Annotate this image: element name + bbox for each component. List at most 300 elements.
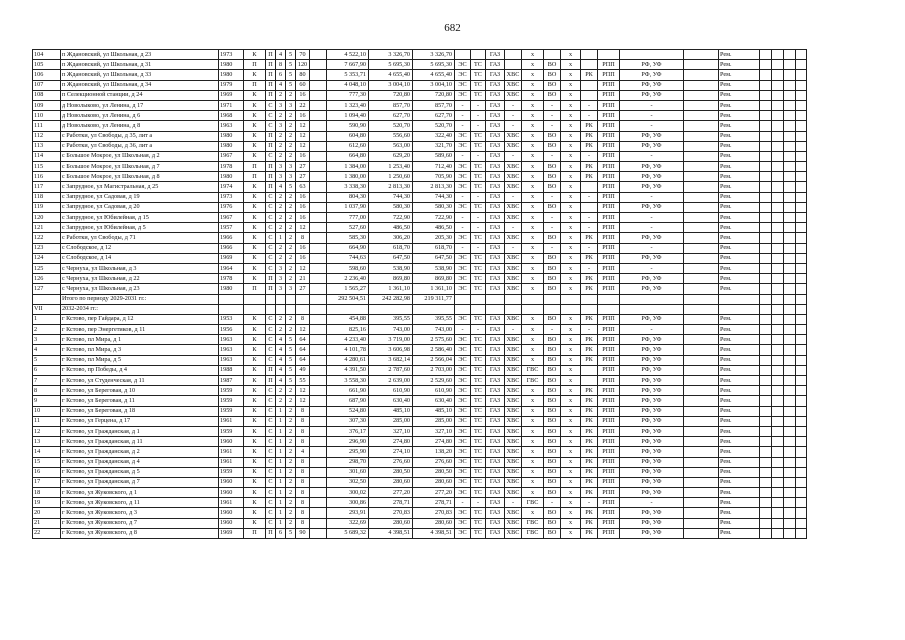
table-cell: ЭС: [455, 131, 471, 141]
table-cell: К: [244, 314, 266, 324]
table-cell: Рем.: [719, 223, 760, 233]
table-cell: 2: [276, 213, 286, 223]
table-cell: 107: [33, 80, 61, 90]
table-cell: -: [455, 243, 471, 253]
table-cell: х: [522, 426, 544, 436]
table-cell: 687,90: [327, 396, 369, 406]
table-cell: 2: [286, 202, 296, 212]
table-cell: С: [266, 508, 276, 518]
table-row: [33, 426, 807, 436]
table-cell: [581, 304, 598, 314]
table-cell: РК: [581, 141, 598, 151]
table-cell: 720,80: [369, 90, 413, 100]
table-cell: РФ, УФ: [620, 477, 684, 487]
table-cell: 5: [286, 182, 296, 192]
table-cell: ГВС: [522, 376, 544, 386]
table-cell: х: [522, 90, 544, 100]
table-cell: РФ, УФ: [620, 182, 684, 192]
table-cell: 630,40: [369, 396, 413, 406]
table-cell: 104: [33, 50, 61, 60]
table-cell: ЭС: [455, 80, 471, 90]
table-cell: [784, 304, 796, 314]
table-cell: РФ, УФ: [620, 437, 684, 447]
table-cell: [620, 50, 684, 60]
table-cell: 8: [296, 233, 310, 243]
table-cell: ВО: [544, 345, 561, 355]
table-cell: [796, 182, 807, 192]
table-cell: г Кстово, ул Гражданская, д 2: [61, 447, 219, 457]
table-cell: [760, 213, 772, 223]
table-cell: [310, 202, 327, 212]
table-cell: РФ, УФ: [620, 90, 684, 100]
table-cell: 1: [276, 447, 286, 457]
table-cell: -: [544, 243, 561, 253]
table-cell: 298,70: [327, 457, 369, 467]
table-cell: г Кстово, пл Мира, д 5: [61, 355, 219, 365]
table-cell: 285,00: [369, 416, 413, 426]
table-cell: [772, 518, 784, 528]
table-row: [33, 467, 807, 477]
table-cell: [544, 304, 561, 314]
table-cell: [581, 80, 598, 90]
table-cell: 580,30: [369, 202, 413, 212]
table-cell: 1963: [219, 345, 244, 355]
table-cell: ТС: [471, 202, 486, 212]
table-cell: РПП: [598, 335, 620, 345]
table-cell: ХВС: [505, 477, 522, 487]
table-cell: х: [522, 100, 544, 110]
table-cell: ГАЗ: [486, 253, 505, 263]
table-cell: х: [522, 386, 544, 396]
table-cell: с Большое Мокрое, ул Школьная, д 2: [61, 151, 219, 161]
table-cell: РПП: [598, 396, 620, 406]
table-cell: 395,55: [413, 314, 455, 324]
table-cell: г Кстово, ул Гражданская, д 11: [61, 437, 219, 447]
table-cell: х: [522, 284, 544, 294]
table-cell: 6: [276, 70, 286, 80]
table-cell: 1961: [219, 498, 244, 508]
table-cell: [796, 528, 807, 538]
table-row: [33, 243, 807, 253]
table-cell: К: [244, 457, 266, 467]
table-cell: С: [266, 488, 276, 498]
table-cell: 280,60: [413, 518, 455, 528]
table-cell: 647,50: [369, 253, 413, 263]
table-cell: 618,70: [369, 243, 413, 253]
table-cell: х: [561, 457, 581, 467]
table-cell: С: [266, 263, 276, 273]
table-cell: [760, 80, 772, 90]
table-cell: ХВС: [505, 80, 522, 90]
table-cell: ЭС: [455, 355, 471, 365]
table-row: [33, 50, 807, 60]
table-cell: г Кстово, ул Гражданская, д 1: [61, 426, 219, 436]
table-cell: 610,90: [369, 386, 413, 396]
table-cell: [413, 304, 455, 314]
table-cell: х: [522, 467, 544, 477]
table-cell: [784, 274, 796, 284]
table-cell: 664,90: [327, 243, 369, 253]
table-cell: [784, 314, 796, 324]
table-cell: [760, 304, 772, 314]
table-cell: 485,10: [369, 406, 413, 416]
table-cell: [684, 131, 719, 141]
table-cell: ГАЗ: [486, 172, 505, 182]
table-cell: [760, 437, 772, 447]
table-cell: РПП: [598, 477, 620, 487]
table-cell: ЭС: [455, 182, 471, 192]
table-cell: ЭС: [455, 60, 471, 70]
table-cell: Рем.: [719, 274, 760, 284]
table-cell: 1: [276, 518, 286, 528]
table-cell: х: [561, 416, 581, 426]
table-cell: 2: [286, 488, 296, 498]
table-cell: х: [561, 508, 581, 518]
table-cell: 8: [296, 508, 310, 518]
table-cell: ХВС: [505, 416, 522, 426]
table-cell: К: [244, 508, 266, 518]
table-cell: [772, 243, 784, 253]
table-cell: П: [266, 284, 276, 294]
table-cell: ТС: [471, 90, 486, 100]
table-row: [33, 437, 807, 447]
table-cell: ВО: [544, 508, 561, 518]
table-cell: ЭС: [455, 172, 471, 182]
table-row: [33, 416, 807, 426]
table-cell: [784, 100, 796, 110]
table-cell: [719, 294, 760, 304]
table-cell: [772, 253, 784, 263]
table-cell: РФ, УФ: [620, 376, 684, 386]
table-cell: К: [244, 70, 266, 80]
table-cell: 17: [33, 477, 61, 487]
table-cell: 743,00: [369, 325, 413, 335]
table-cell: [784, 121, 796, 131]
table-cell: ГАЗ: [486, 518, 505, 528]
table-cell: [772, 416, 784, 426]
table-cell: [796, 457, 807, 467]
table-cell: 2: [276, 325, 286, 335]
table-cell: ЭС: [455, 345, 471, 355]
table-cell: ХВС: [505, 457, 522, 467]
table-cell: РФ, УФ: [620, 467, 684, 477]
table-cell: х: [561, 263, 581, 273]
table-cell: [244, 304, 266, 314]
table-cell: [772, 508, 784, 518]
table-cell: [772, 314, 784, 324]
table-cell: с Запрудное, ул Магистральная, д 25: [61, 182, 219, 192]
table-cell: Рем.: [719, 437, 760, 447]
table-cell: 1973: [219, 192, 244, 202]
table-cell: ЭС: [455, 253, 471, 263]
table-cell: ХВС: [505, 182, 522, 192]
table-cell: ХВС: [505, 376, 522, 386]
table-cell: [684, 172, 719, 182]
table-cell: ЭС: [455, 335, 471, 345]
table-cell: С: [266, 396, 276, 406]
table-cell: х: [522, 253, 544, 263]
table-cell: РФ, УФ: [620, 253, 684, 263]
table-cell: [684, 355, 719, 365]
table-cell: П: [266, 528, 276, 538]
table-cell: К: [244, 325, 266, 335]
table-cell: РПП: [598, 151, 620, 161]
table-cell: 5 689,32: [327, 528, 369, 538]
table-cell: РПП: [598, 274, 620, 284]
table-cell: [598, 294, 620, 304]
table-cell: 1988: [219, 365, 244, 375]
table-cell: [784, 518, 796, 528]
table-cell: К: [244, 141, 266, 151]
table-cell: ВО: [544, 457, 561, 467]
table-cell: 1: [276, 457, 286, 467]
table-cell: [684, 233, 719, 243]
table-cell: ТС: [471, 274, 486, 284]
table-cell: РПП: [598, 416, 620, 426]
table-cell: РПП: [598, 213, 620, 223]
table-cell: х: [522, 223, 544, 233]
table-cell: ХВС: [505, 345, 522, 355]
table-row: [33, 202, 807, 212]
table-cell: -: [471, 111, 486, 121]
table-cell: РФ, УФ: [620, 457, 684, 467]
table-cell: Рем.: [719, 50, 760, 60]
table-cell: х: [522, 457, 544, 467]
table-cell: ТС: [471, 284, 486, 294]
table-cell: 2 787,60: [369, 365, 413, 375]
table-cell: Рем.: [719, 467, 760, 477]
table-cell: [684, 182, 719, 192]
table-cell: ГВС: [522, 518, 544, 528]
table-cell: Рем.: [719, 131, 760, 141]
table-cell: 2 575,60: [413, 335, 455, 345]
table-cell: -: [505, 498, 522, 508]
table-cell: [796, 416, 807, 426]
table-cell: [310, 325, 327, 335]
table-cell: х: [561, 365, 581, 375]
table-cell: [310, 437, 327, 447]
table-cell: К: [244, 488, 266, 498]
table-cell: ТС: [471, 528, 486, 538]
table-cell: ХВС: [505, 253, 522, 263]
table-cell: х: [561, 100, 581, 110]
table-cell: [784, 141, 796, 151]
table-cell: -: [505, 243, 522, 253]
table-cell: 2: [286, 406, 296, 416]
table-cell: ЭС: [455, 386, 471, 396]
table-cell: 3 338,30: [327, 182, 369, 192]
table-cell: 327,10: [413, 426, 455, 436]
table-cell: 4: [276, 335, 286, 345]
table-cell: 2: [276, 202, 286, 212]
table-cell: 12: [296, 386, 310, 396]
table-cell: ГАЗ: [486, 457, 505, 467]
table-cell: [772, 386, 784, 396]
table-cell: -: [471, 121, 486, 131]
table-cell: ВО: [544, 528, 561, 538]
table-cell: Рем.: [719, 284, 760, 294]
table-cell: Рем.: [719, 325, 760, 335]
table-cell: 1: [33, 314, 61, 324]
table-cell: 112: [33, 131, 61, 141]
table-cell: 1: [276, 416, 286, 426]
table-cell: 1: [276, 406, 286, 416]
table-cell: ЭС: [455, 376, 471, 386]
table-cell: Рем.: [719, 355, 760, 365]
table-cell: 2: [276, 141, 286, 151]
table-cell: г Кстово, ул Жуковского, д 11: [61, 498, 219, 508]
table-cell: [796, 131, 807, 141]
table-cell: х: [561, 182, 581, 192]
table-cell: 280,60: [369, 518, 413, 528]
table-cell: РПП: [598, 121, 620, 131]
table-cell: [760, 60, 772, 70]
table-cell: ХВС: [505, 437, 522, 447]
table-cell: 3: [276, 121, 286, 131]
table-cell: [684, 243, 719, 253]
table-cell: 4 280,61: [327, 355, 369, 365]
table-cell: 126: [33, 274, 61, 284]
table-cell: П: [266, 376, 276, 386]
table-cell: [310, 284, 327, 294]
table-cell: 242 282,98: [369, 294, 413, 304]
table-cell: [684, 80, 719, 90]
table-cell: Рем.: [719, 233, 760, 243]
table-cell: 3: [33, 335, 61, 345]
table-cell: 3 682,14: [369, 355, 413, 365]
table-cell: [581, 202, 598, 212]
table-cell: [684, 406, 719, 416]
table-cell: 1971: [219, 100, 244, 110]
table-cell: 123: [33, 243, 61, 253]
table-cell: 4: [276, 376, 286, 386]
table-cell: 1: [276, 498, 286, 508]
table-cell: 1980: [219, 131, 244, 141]
table-cell: Рем.: [719, 60, 760, 70]
table-cell: -: [581, 243, 598, 253]
table-cell: ГАЗ: [486, 365, 505, 375]
table-cell: РФ, УФ: [620, 335, 684, 345]
table-cell: 2: [286, 396, 296, 406]
table-cell: ВО: [544, 396, 561, 406]
table-cell: [760, 172, 772, 182]
table-cell: ЭС: [455, 141, 471, 151]
table-cell: [760, 182, 772, 192]
table-cell: 2: [286, 90, 296, 100]
table-cell: [796, 498, 807, 508]
table-cell: РФ, УФ: [620, 60, 684, 70]
table-cell: -: [505, 325, 522, 335]
table-cell: 395,55: [369, 314, 413, 324]
table-cell: [620, 304, 684, 314]
table-cell: [772, 477, 784, 487]
table-cell: х: [561, 223, 581, 233]
table-cell: [310, 60, 327, 70]
table-cell: [719, 304, 760, 314]
table-cell: РК: [581, 131, 598, 141]
table-cell: 2: [276, 223, 286, 233]
table-cell: К: [244, 376, 266, 386]
table-cell: К: [244, 365, 266, 375]
table-cell: ХВС: [505, 508, 522, 518]
table-cell: РПП: [598, 386, 620, 396]
table-cell: С: [266, 426, 276, 436]
table-cell: 1961: [219, 457, 244, 467]
table-cell: Рем.: [719, 508, 760, 518]
table-cell: ГАЗ: [486, 50, 505, 60]
table-cell: -: [581, 263, 598, 273]
table-cell: ХВС: [505, 396, 522, 406]
table-cell: [796, 263, 807, 273]
table-cell: 219 311,77: [413, 294, 455, 304]
table-cell: [310, 386, 327, 396]
table-cell: [796, 192, 807, 202]
table-cell: [796, 488, 807, 498]
table-cell: ГАЗ: [486, 80, 505, 90]
table-cell: ВО: [544, 518, 561, 528]
table-cell: К: [244, 447, 266, 457]
table-cell: ВО: [544, 263, 561, 273]
table-cell: 300,86: [327, 498, 369, 508]
table-cell: РФ, УФ: [620, 396, 684, 406]
table-cell: 115: [33, 162, 61, 172]
table-cell: ХВС: [505, 141, 522, 151]
table-cell: [760, 274, 772, 284]
table-cell: г Кстово, пр Победы, д 4: [61, 365, 219, 375]
table-cell: 8: [296, 498, 310, 508]
table-cell: 2: [276, 111, 286, 121]
table-cell: 9: [33, 396, 61, 406]
table-cell: 1978: [219, 162, 244, 172]
table-cell: ВО: [544, 365, 561, 375]
table-cell: [219, 294, 244, 304]
page-number: 682: [444, 22, 461, 34]
table-cell: 1959: [219, 467, 244, 477]
table-cell: Рем.: [719, 457, 760, 467]
table-cell: К: [244, 467, 266, 477]
table-cell: [684, 488, 719, 498]
table-cell: -: [455, 192, 471, 202]
table-cell: [796, 314, 807, 324]
table-cell: [684, 274, 719, 284]
table-cell: [310, 141, 327, 151]
table-cell: 3: [276, 263, 286, 273]
table-cell: 1967: [219, 151, 244, 161]
table-cell: [310, 90, 327, 100]
table-cell: [581, 60, 598, 70]
table-cell: С: [266, 467, 276, 477]
table-cell: -: [505, 111, 522, 121]
table-cell: 4: [276, 50, 286, 60]
table-cell: 744,30: [413, 192, 455, 202]
table-cell: ВО: [544, 162, 561, 172]
table-cell: РФ, УФ: [620, 131, 684, 141]
table-cell: 90: [296, 528, 310, 538]
table-cell: [760, 345, 772, 355]
table-cell: РФ, УФ: [620, 386, 684, 396]
table-cell: [772, 457, 784, 467]
table-cell: 630,40: [413, 396, 455, 406]
table-cell: ГАЗ: [486, 141, 505, 151]
table-cell: 2 703,00: [413, 365, 455, 375]
table-cell: [471, 50, 486, 60]
table-cell: х: [522, 488, 544, 498]
table-cell: [784, 202, 796, 212]
table-cell: ВО: [544, 335, 561, 345]
table-cell: х: [561, 90, 581, 100]
table-cell: РПП: [598, 70, 620, 80]
table-cell: ГАЗ: [486, 90, 505, 100]
